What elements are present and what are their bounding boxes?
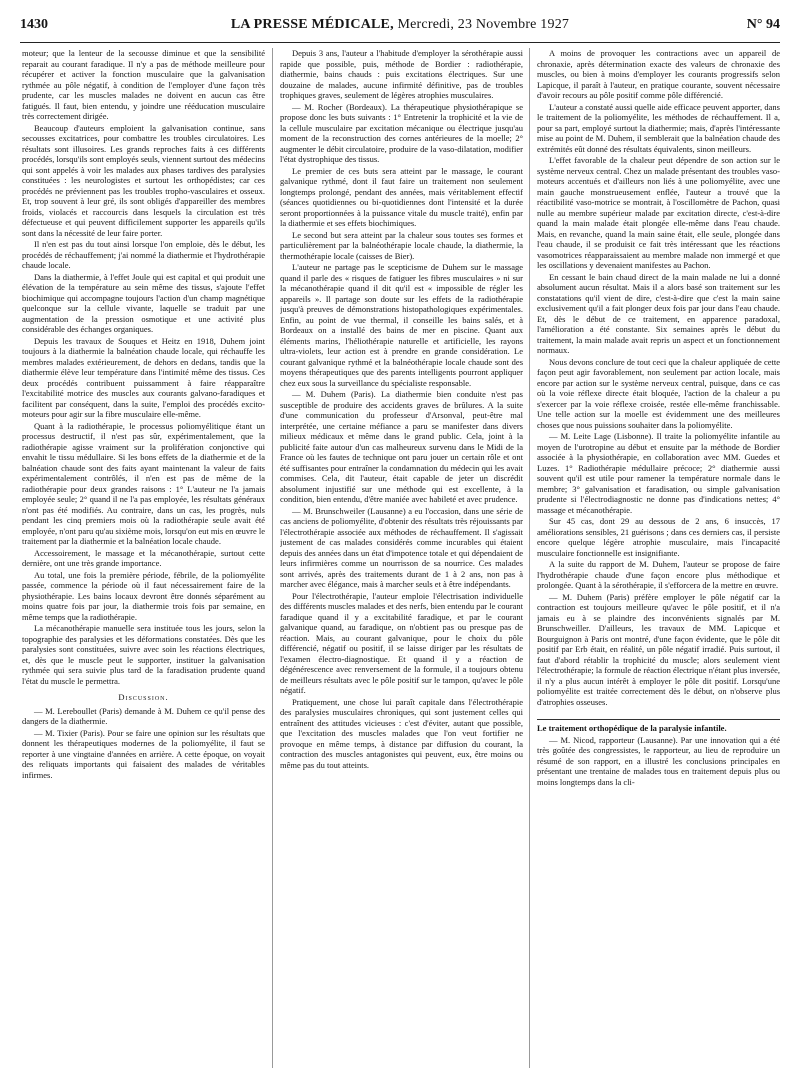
paragraph: — M. Leite Lage (Lisbonne). Il traite la poliomyélite infantile au moyen de l'urotropine au début et ensuite par la méthode de Bordier associée à la physiothérapie, en collaboration avec MM. Guedes et Luzes. 1° Radiothérapie médullaire précoce; 2° diathermie aussi souvent qu'il est utile pour ramener la température normale dans le membre; 3° galvanisation et faradisation, ou simple galvanisation prudente si l'électrodiagnostic ne donne pas d'indications nettes; 4° massage et mécanothérapie.: [537, 431, 780, 515]
paragraph: Quant à la radiothérapie, le processus poliomyélitique étant un processus destructif, il n'est pas sûr, expérimentalement, que la radiothérapie agisse vraiment sur la prolifération conjonctive qui envahit le tissu médullaire. Si les bons effets de la diathermie et de la balnéation chaude sont des faits ayant maintenant la valeur de faits expérimentalement contrôlés, il n'en est pas de même de la radiothérapie pour deux grandes raisons : 1° L'auteur ne l'a jamais employée seule; 2° quand il ne l'a pas employée, les résultats généraux n'ont pas été modifiés. Au contraire, dans un cas, les progrès, nuls pendant les cinq premiers mois où la radiothérapie seule avait été employée, n'ont paru qu'au sixième mois, lorsqu'on eut mis en œuvre le traitement par la diathermie et la balnéation locale chaude.: [22, 420, 265, 546]
running-title: [20, 17, 780, 33]
journal-title: LA PRESSE MÉDICALE,: [230, 17, 394, 32]
header-rule: [20, 42, 780, 43]
paragraph: L'effet favorable de la chaleur peut dépendre de son action sur le système nerveux central. Chez un malade présentant des troubles vaso-moteurs accentués et d'ailleurs non liés à une poliomyélite, avec une main gauche monstrueusement enflée, l'auteur a trouvé que la réactibilité vaso-motrice se montrait, à l'oscillomètre de Pachon, quasi nulle au membre supérieur malade par excitation directe, c'est-à-dire quand la main malade était plongée elle-même dans l'eau chaude. Mais, en revanche, quand la main saine était, elle seule, plongée dans l'eau chaude, il se produisit ce fait très intéressant que les réactions vasomotrices réapparaissaient au membre malade non immergé et que les oscillations y devenaient manifestes au Pachon.: [537, 155, 780, 270]
page-number: 1430: [20, 17, 48, 32]
paragraph: L'auteur ne partage pas le scepticisme de Duhem sur le massage quand il parle des « risques de fatiguer les fibres musculaires » ni sur la mécanothérapie quand il dit qu'il est « impossible de régler les appareils ». Il partage son doute sur les effets de la radiothérapie jusqu'à preuves de démonstrations histopathologiques expérimentales. Enfin, au point de vue thermal, il conseille les bains salés, et à Bordeaux on a installé des bains de mer en piscine. Quant aux éléments marins, l'héliothérapie naturelle et artificielle, les rayons ultra-violets, leur action est à prendre en grande considération. Le courant galvanique rythmé et la balnéothérapie locale chaude sont des moyens thérapeutiques que des parents intelligents pourront appliquer chez eux sous la surveillance du spécialiste responsable.: [280, 262, 523, 388]
paragraph: En cessant le bain chaud direct de la main malade ne lui a donné absolument aucun résultat. Mais il a alors basé son traitement sur les constatations qu'il vient de dire, c'est-à-dire que c'est la main saine exclusivement qu'il a fait plonger deux fois par jour dans l'eau chaude. Et, dès le début de ce traitement, en apparence paradoxal, l'amélioration a été constante. Six semaines après le début du traitement, la main malade avait repris un aspect et un fonctionnement normaux.: [537, 271, 780, 355]
column-divider: [272, 48, 273, 1068]
paragraph: La mécanothérapie manuelle sera instituée tous les jours, selon la topographie des paralysies et les déformations constatées. Dès que les paralysies sont constituées, suivre avec soin les réactions électriques, et, dès que le muscle peut le supporter, instituer la galvanisation rythmée qui sera suivie plus tard de la faradisation prudente quand l'état du muscle le permettra.: [22, 623, 265, 686]
paragraph: — M. Nicod, rapporteur (Lausanne). Par une innovation qui a été très goûtée des congressistes, le rapporteur, au lieu de reproduire un résumé de son rapport, en a illustré les conclusions principales en présentant une trentaine de malades tous en traitement depuis plus ou moins longtemps dans la cli-: [537, 734, 780, 787]
column-divider: [529, 48, 530, 1068]
paragraph: — M. Duhem (Paris). La diathermie bien conduite n'est pas susceptible de produire des accidents graves de brûlures. A la suite d'une communication du professeur d'Arsonval, peut-être mal interprétée, une certaine méfiance a paru se manifester dans divers milieux médicaux et même dans le grand public. Cela, joint à la publicité faite autour d'un cas malheureux survenu dans le Midi de la France où les fautes de technique ont paru jouer un certain rôle et ont été suffisantes pour entraîner la condamnation du médecin qui les avait commises. Cela, dit l'auteur, était capable de jeter un discrédit absolument injustifié sur une méthode qui est excellente, à la condition, bien entendu, d'être maniée avec habileté et avec prudence.: [280, 389, 523, 504]
paragraph: Le second but sera atteint par la chaleur sous toutes ses formes et particulièrement par la balnéothérapie locale chaude, la diathermie, la thermothérapie locale (caisses de Bier).: [280, 229, 523, 261]
paragraph: — M. Duhem (Paris) préfère employer le pôle négatif car la contraction est toujours meilleure qu'avec le pôle positif, et il n'a jamais eu à se plaindre des inconvénients signalés par M. Brunschweiller. D'ailleurs, les travaux de MM. Lapicque et Bourguignon à Paris ont montré, d'une façon évidente, que le pôle dit positif par Erb était, en réalité, un pôle négatif irradié. Puis surtout, il faut d'abord rétablir la trophicité du muscle; alors seulement vient l'électrothérapie; la formule de réaction électrique n'étant plus inversée, il n'y a plus aucun intérêt à employer le pôle dit positif. Lorsqu'une poliomyélite est traitée correctement dès le début, on n'observe plus d'atrophies osseuses.: [537, 591, 780, 707]
paragraph: L'auteur a constaté aussi quelle aide efficace peuvent apporter, dans le traitement de la poliomyélite, les méthodes de réchauffement. Il a, pour sa part, employé surtout la diathermie; mais, d'après l'intéressante mise au point de M. Duhem, il semblerait que la balnéation chaude des extrémités eût donné des résultats équivalents, sinon meilleurs.: [537, 101, 780, 154]
discussion-heading: Discussion.: [118, 692, 169, 702]
paragraph: Sur 45 cas, dont 29 au dessous de 2 ans, 6 insuccès, 17 améliorations sensibles, 21 guérisons ; dans ces derniers cas, il persiste encore quelque légère atrophie musculaire, mais l'incapacité musculaire fonctionnelle est insignifiante.: [537, 516, 780, 558]
page-header: [20, 17, 780, 37]
paragraph: Le premier de ces buts sera atteint par le massage, le courant galvanique rythmé, dont il faut faire un traitement non seulement longtemps prolongé, pendant des années, mais véritablement effectif (séances quotidiennes ou bi-quotidiennes dont l'intensité et la durée seront proportionnées à la puissance vitale du muscle traité), enfin par la diathermie et ses effets biochimiques.: [280, 165, 523, 228]
paragraph: Pratiquement, une chose lui paraît capitale dans l'électrothérapie des paralysies musculaires chroniques, qui sont justement celles qui entraînent des attitudes vicieuses : c'est d'éviter, autant que possible, que l'excitation des muscles malades que l'on veut fortifier ne provoque en même temps, à distance par diffusion du courant, la contraction des muscles antagonistes qui peuvent, eux, être moins ou même pas du tout atteints.: [280, 696, 523, 770]
column-left: [22, 48, 265, 1073]
column-middle: [280, 48, 523, 1073]
paragraph: Nous devons conclure de tout ceci que la chaleur appliquée de cette façon peut agir favorablement, non seulement par action locale, mais encore par action sur le système nerveux central, puisque, dans ce cas où la voie réflexe directe était bloquée, l'action de la chaleur a pu s'exercer par la voie réflexe croisée, restée elle-même franchissable. Une telle action sur la moelle est évidemment une des meilleures choses que nous puissions souhaiter dans la poliomyélite.: [537, 356, 780, 430]
paragraph: Il n'en est pas du tout ainsi lorsque l'on emploie, dès le début, les procédés de réchauffement; j'ai nommé la diathermie et l'hydrothérapie chaude locale.: [22, 239, 265, 270]
paragraph: Beaucoup d'auteurs emploient la galvanisation continue, sans secousses excitatrices, pour combattre les troubles circulatoires. Les résultats sont illusoires. Les grands reproches faits à ces différents procédés, lorsqu'ils sont employés seuls, viennent surtout des médecins qui sont appelés à voir les malades aux phases tardives des paralysies constituées : les neurologistes et surtout les orthopédistes; car ces procédés ne préviennent pas les troubles tropho-vasculaires et osseux. Et, trop souvent à leur gré, ils sont obligés d'appareiller des membres froids, violacés et raccourcis dans lesquels la circulation est très défectueuse et qui peuvent difficilement supporter les appareils qu'ils sont dans la nécessité de leur faire porter.: [22, 122, 265, 238]
paragraph: — M. Rocher (Bordeaux). La thérapeutique physiothérapique se propose donc les buts suivants : 1° Entretenir la trophicité et la vie de la cellule musculaire par excitation mécanique ou électrique jusqu'au moment de la reconstruction des cornes antérieures de la moelle; 2° augmenter le débit circulatoire, produire de la vaso-dilatation, modifier l'état dystrophique des tissus.: [280, 101, 523, 164]
paragraph: Pour l'électrothérapie, l'auteur emploie l'électrisation individuelle des différents muscles malades et des nerfs, bien entendu par le courant faradique quand il y a excitabilité faradique, et par le courant galvanique quand, au faradique, on n'obtient pas ou presque pas de réaction. Mais, au courant galvanique, pour le choix du pôle différencié, négatif ou positif, il se laisse diriger par les résultats de l'examen électro-diagnostique. Et quand il y a réaction de dégénérescence avec renversement de la formule, il a toujours obtenu de meilleurs résultats avec le pôle positif sur le tampon, qu'avec le pôle négatif.: [280, 590, 523, 695]
paragraph: A la suite du rapport de M. Duhem, l'auteur se propose de faire l'hydrothérapie chaude d'une façon encore plus méthodique et prolongée. Quant à la sérothérapie, il s'efforcera de la mettre en œuvre.: [537, 559, 780, 590]
issue-date: Mercredi, 23 Novembre 1927: [397, 17, 570, 32]
paragraph: Au total, une fois la première période, fébrile, de la poliomyélite passée, commence la période où il faut nécessairement faire de la physiothérapie. Les bains locaux devront être donnés séparément au moins quatre fois par jour, la diathermie trois fois par semaine, en même temps que la radiothérapie.: [22, 569, 265, 622]
issue-number: N° 94: [746, 17, 780, 32]
paragraph: Depuis les travaux de Souques et Heitz en 1918, Duhem joint toujours à la diathermie la balnéation chaude locale, qui réchauffe les membres malades extérieurement, de dehors en dedans, tandis que la diathermie élève leur température dans l'intimité même des tissus. Ces deux procédés contribuent puissamment à faire réapparaître l'excitabilité motrice des muscles aux courants galvano-faradiques et facilitent par conséquent, dans la suite, l'emploi des procédés excito-moteurs pour agir sur la fibre musculaire elle-même.: [22, 335, 265, 419]
paragraph: A moins de provoquer les contractions avec un appareil de chronaxie, après détermination exacte des valeurs de chronaxie des muscles, ou bien à moins d'employer les courants progressifs selon Lapicque, il paraît à l'auteur, en pratique courante, souvent nécessaire d'avoir recours au pôle positif comme pôle différencié.: [537, 48, 780, 100]
paragraph: — M. Lereboullet (Paris) demande à M. Duhem ce qu'il pense des dangers de la diathermie.: [22, 705, 265, 726]
paragraph: moteur; que la lenteur de la secousse diminue et que la sensibilité reparait au courant faradique. Il n'y a pas de méthode meilleure pour récupérer et activer la fonction musculaire que la galvanisation rythmée au pôle négatif, à condition de l'employer d'une façon très prudente, car les muscles malades ne doivent en aucun cas être fatigués. Il faut, bien entendu, y joindre une rééducation musculaire très correctement dirigée.: [22, 48, 265, 121]
paragraph: — M. Brunschweiler (Lausanne) a eu l'occasion, dans une série de cas anciens de poliomyélite, d'obtenir des résultats très réjouissants par l'électrothérapie associée aux méthodes de réchauffement. Il s'agissait justement de cas malades considérés comme incurables qui étaient depuis des années dans un état d'impotence totale et qui dépendaient de leurs infirmières comme un nourrisson de sa nourrice. Ces malades sont arrivés, après des traitements durant de 1 à 2 ans, non pas à marcher avec élégance, mais à marcher seuls et à être indépendants.: [280, 505, 523, 589]
section-title: Le traitement orthopédique de la paralysie infantile.: [537, 719, 780, 734]
column-right: [537, 48, 780, 1073]
paragraph: Dans la diathermie, à l'effet Joule qui est capital et qui produit une élévation de la température au sein même des tissus, s'ajoute l'effet biochimique qui accompagne toujours l'action d'un champ magnétique quelconque sur la cellule vivante, laquelle se traduit par une augmentation de la pression osmotique et une activité plus considérable des échanges organiques.: [22, 271, 265, 334]
paragraph: — M. Tixier (Paris). Pour se faire une opinion sur les résultats que donnent les thérapeutiques modernes de la poliomyélite, il faut se reporter à une vingtaine d'années en arrière. A cette époque, on voyait des reliquats importants qui faisaient des malades de véritables infirmes.: [22, 727, 265, 780]
paragraph: Accessoirement, le massage et la mécanothérapie, surtout cette dernière, ont une très grande importance.: [22, 547, 265, 568]
paragraph: Depuis 3 ans, l'auteur a l'habitude d'employer la sérothérapie aussi rapide que possible, puis, méthode de Bordier : radiothérapie, diathermie, bains chauds : puis excitations électriques. Sur une douzaine de malades, aucune infirmité définitive, pas de troubles trophiques graves, seulement de légères atrophies musculaires.: [280, 48, 523, 100]
